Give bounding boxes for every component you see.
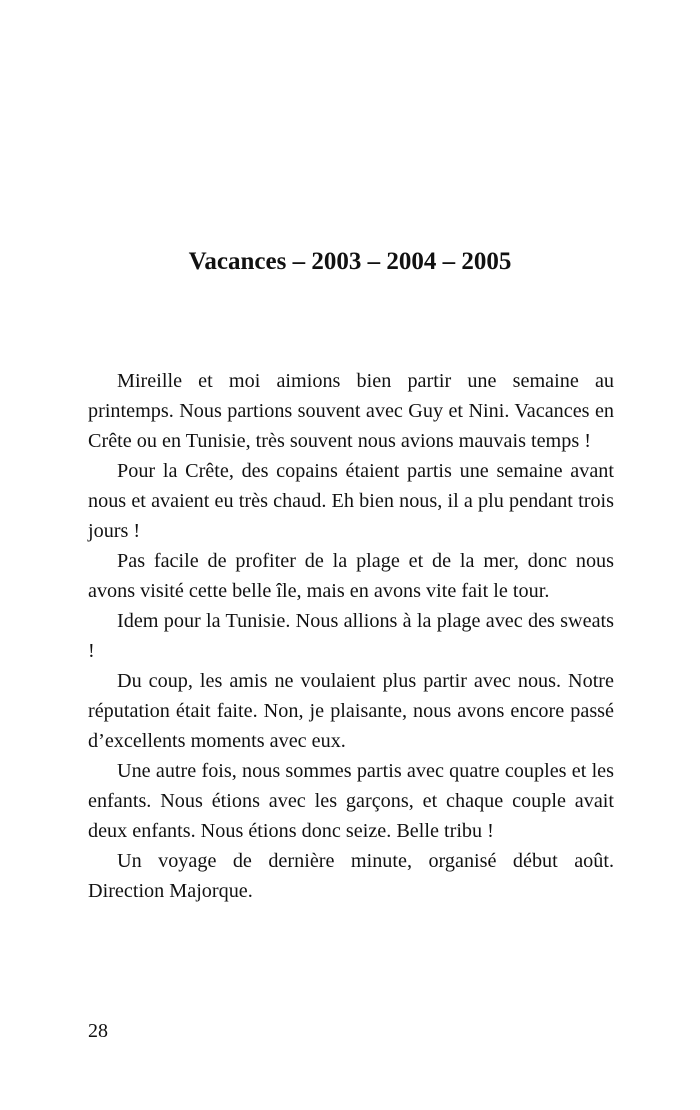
paragraph: Du coup, les amis ne voulaient plus partir avec nous. Notre réputation était faite. Non, je plaisante, nous avons encore passé d’excellents moments avec eux. <box>88 670 614 752</box>
paragraph: Mireille et moi aimions bien partir une semaine au printemps. Nous partions souvent avec Guy et Nini. Vacances en Crête ou en Tunisie, très souvent nous avions mauvais temps ! <box>88 370 614 452</box>
page-number: 28 <box>88 1020 108 1042</box>
chapter-title: Vacances – 2003 – 2004 – 2005 <box>188 248 512 275</box>
paragraph: Idem pour la Tunisie. Nous allions à la plage avec des sweats ! <box>88 610 614 662</box>
paragraph: Un voyage de dernière minute, organisé début août. Direction Majorque. <box>88 850 614 902</box>
paragraph: Pas facile de profiter de la plage et de la mer, donc nous avons visité cette belle île, mais en avons vite fait le tour. <box>88 550 614 602</box>
chapter-body <box>88 366 614 906</box>
paragraph: Une autre fois, nous sommes partis avec quatre couples et les enfants. Nous étions avec les garçons, et chaque couple avait deux enfants. Nous étions donc seize. Belle tribu ! <box>88 760 614 842</box>
paragraph: Pour la Crête, des copains étaient partis une semaine avant nous et avaient eu très chaud. Eh bien nous, il a plu pendant trois jours ! <box>88 460 614 542</box>
